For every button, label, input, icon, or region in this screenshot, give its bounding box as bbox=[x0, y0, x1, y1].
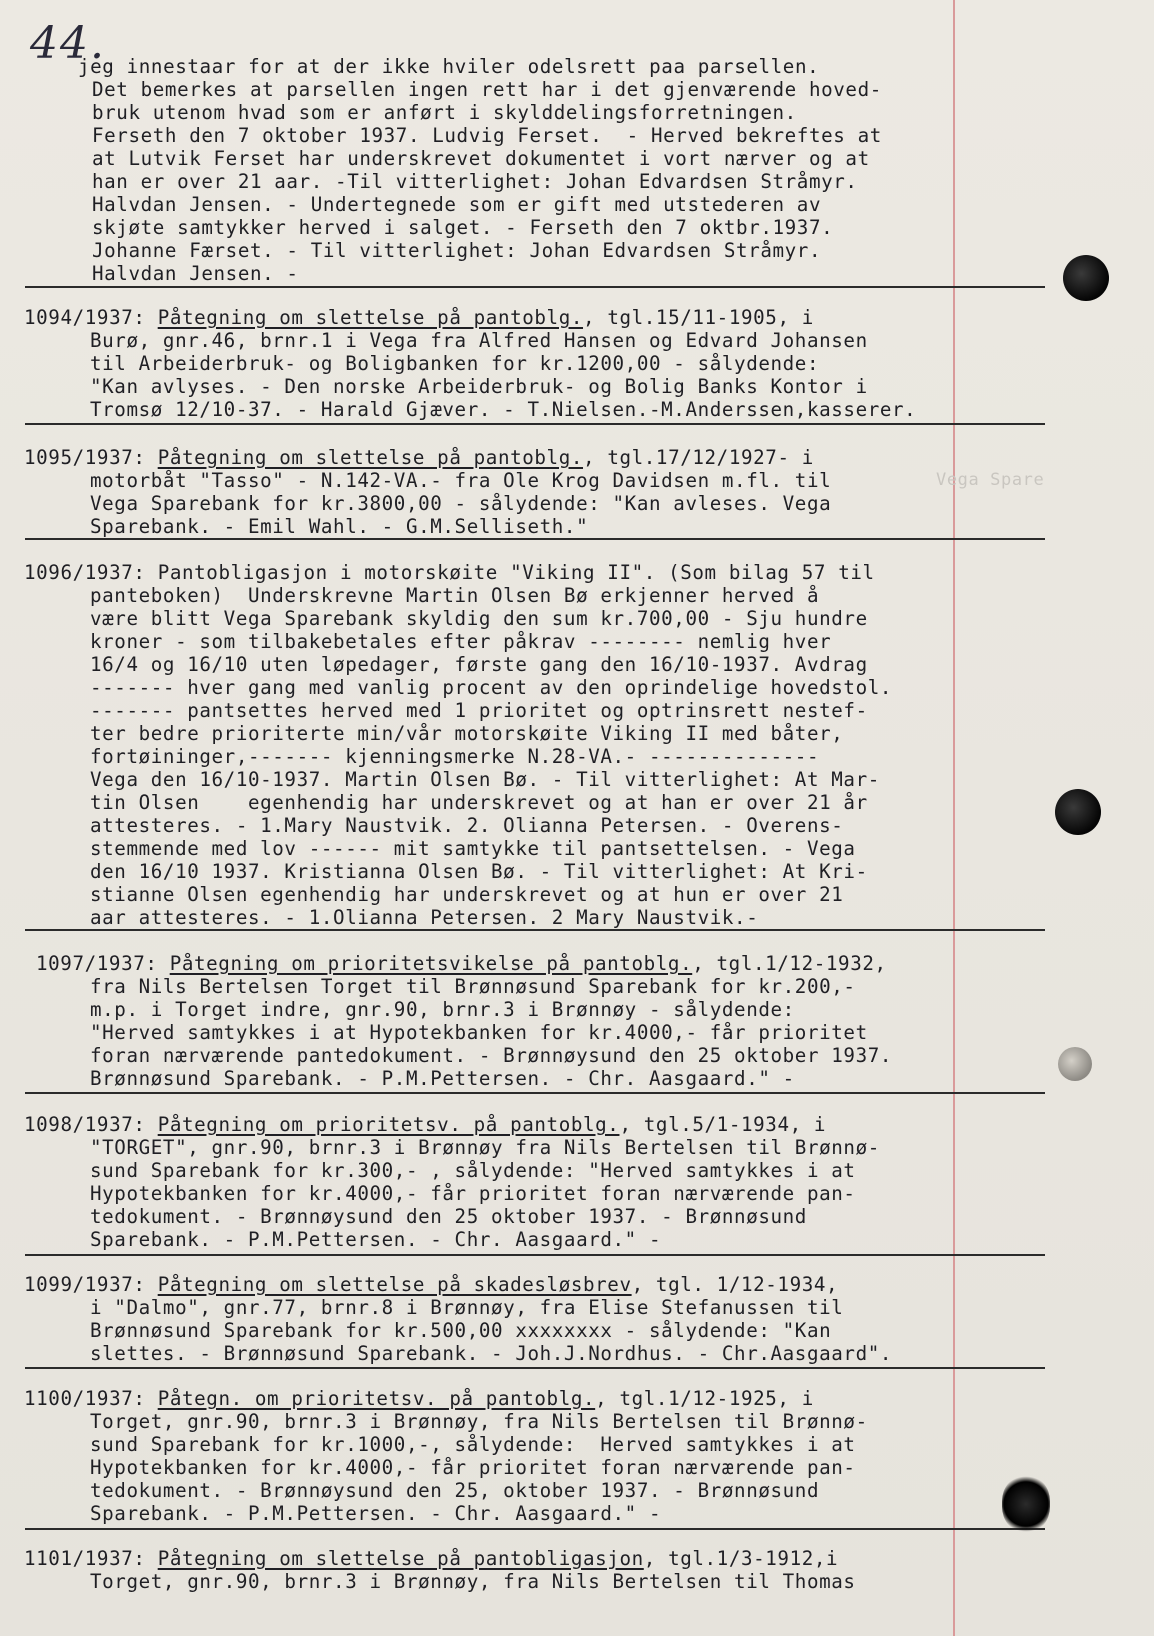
entry-1100 bbox=[24, 1387, 868, 1525]
entry-1095 bbox=[24, 446, 831, 538]
text-line: Torget, gnr.90, brnr.3 i Brønnøy, fra Nils Bertelsen til Brønnø- bbox=[90, 1410, 868, 1433]
divider-rule bbox=[25, 1367, 1045, 1369]
entry-number: 1095/1937: bbox=[24, 446, 146, 469]
text-line: "Herved samtykkes i at Hypotekbanken for kr.4000,- får prioritet bbox=[90, 1021, 868, 1044]
text-line: Halvdan Jensen. - bbox=[92, 262, 299, 285]
entry-heading-rest: , tgl.5/1-1934, i bbox=[619, 1113, 827, 1136]
entry-1099 bbox=[24, 1273, 892, 1365]
text-line: aar attesteres. - 1.Olianna Petersen. 2 Mary Naustvik.- bbox=[90, 906, 759, 929]
entry-heading-rest: , tgl.17/12/1927- i bbox=[583, 446, 814, 469]
entry-title: Påtegning om slettelse på pantoblg. bbox=[157, 306, 584, 329]
entry-heading-rest: , tgl.15/11-1905, i bbox=[583, 306, 814, 329]
divider-rule bbox=[25, 1092, 1045, 1094]
divider-rule bbox=[25, 423, 1045, 425]
text-line: ------- pantsettes herved med 1 prioritet og optrinsrett nestef- bbox=[90, 699, 868, 722]
text-line: fra Nils Bertelsen Torget til Brønnøsund Sparebank for kr.200,- bbox=[90, 975, 856, 998]
divider-rule bbox=[25, 1528, 1045, 1530]
text-line: m.p. i Torget indre, gnr.90, brnr.3 i Brønnøy - sålydende: bbox=[90, 998, 795, 1021]
text-line: Det bemerkes at parsellen ingen rett har i det gjenværende hoved- bbox=[92, 78, 882, 101]
text-line: Torget, gnr.90, brnr.3 i Brønnøy, fra Nils Bertelsen til Thomas bbox=[90, 1570, 856, 1593]
entry-title: Påtegning om prioritetsvikelse på pantoblg. bbox=[169, 952, 693, 975]
text-line: sund Sparebank for kr.1000,-, sålydende: Herved samtykkes i at bbox=[90, 1433, 856, 1456]
entry-1097 bbox=[36, 952, 892, 1090]
text-line: motorbåt "Tasso" - N.142-VA.- fra Ole Krog Davidsen m.fl. til bbox=[90, 469, 832, 492]
entry-heading-rest: Pantobligasjon i motorskøite "Viking II". (Som bilag 57 til bbox=[157, 561, 875, 584]
text-line: Ferseth den 7 oktober 1937. Ludvig Ferset. - Herved bekreftes at bbox=[92, 124, 882, 147]
text-line: være blitt Vega Sparebank skyldig den sum kr.700,00 - Sju hundre bbox=[90, 607, 868, 630]
text-line: den 16/10 1937. Kristianna Olsen Bø. - Til vitterlighet: At Kri- bbox=[90, 860, 868, 883]
entry-heading-rest: , tgl.1/12-1932, bbox=[692, 952, 887, 975]
entry-number: 1098/1937: bbox=[24, 1113, 146, 1136]
text-line: bruk utenom hvad som er anført i skylddelingsforretningen. bbox=[92, 101, 797, 124]
text-line: attesteres. - 1.Mary Naustvik. 2. Olianna Petersen. - Overens- bbox=[90, 814, 844, 837]
entry-heading-rest: , tgl.1/3-1912,i bbox=[643, 1547, 839, 1570]
text-line: "Kan avlyses. - Den norske Arbeiderbruk- og Bolig Banks Kontor i bbox=[90, 375, 868, 398]
entry-title: Påtegning om slettelse på skadesløsbrev bbox=[157, 1273, 632, 1296]
entry-number: 1097/1937: bbox=[36, 952, 158, 975]
text-line: ------- hver gang med vanlig procent av den oprindelige hovedstol. bbox=[90, 676, 893, 699]
entry-title: Påtegn. om prioritetsv. på pantoblg. bbox=[157, 1387, 596, 1410]
text-line: fortøininger,------- kjenningsmerke N.28-VA.- -------------- bbox=[90, 745, 820, 768]
text-line: panteboken) Underskrevne Martin Olsen Bø erkjenner herved å bbox=[90, 584, 820, 607]
entry-1098 bbox=[24, 1113, 880, 1251]
text-line: Brønnøsund Sparebank for kr.500,00 xxxxxxxx - sålydende: "Kan bbox=[90, 1319, 832, 1342]
text-line: skjøte samtykker herved i salget. - Ferseth den 7 oktbr.1937. bbox=[92, 216, 834, 239]
text-line: Hypotekbanken for kr.4000,- får prioritet foran nærværende pan- bbox=[90, 1182, 856, 1205]
binder-hole bbox=[1063, 255, 1109, 301]
faint-margin-note: Vega Spare bbox=[936, 470, 1045, 490]
text-line: foran nærværende pantedokument. - Brønnøysund den 25 oktober 1937. bbox=[90, 1044, 893, 1067]
text-line: Vega den 16/10-1937. Martin Olsen Bø. - Til vitterlighet: At Mar- bbox=[90, 768, 880, 791]
entry-heading-rest: , tgl.1/12-1925, i bbox=[595, 1387, 814, 1410]
paper-mark bbox=[1058, 1047, 1092, 1081]
page-number: 44. bbox=[30, 18, 106, 69]
divider-rule bbox=[25, 538, 1045, 540]
text-line: til Arbeiderbruk- og Boligbanken for kr.1200,00 - sålydende: bbox=[90, 352, 820, 375]
text-line: stemmende med lov ------ mit samtykke til pantsettelsen. - Vega bbox=[90, 837, 856, 860]
entry-number: 1099/1937: bbox=[24, 1273, 146, 1296]
text-line: Vega Sparebank for kr.3800,00 - sålydende: "Kan avleses. Vega bbox=[90, 492, 832, 515]
entry-1101 bbox=[24, 1547, 856, 1593]
text-line: Burø, gnr.46, brnr.1 i Vega fra Alfred Hansen og Edvard Johansen bbox=[90, 329, 868, 352]
divider-rule bbox=[25, 1254, 1045, 1256]
text-line: ter bedre prioriterte min/vår motorskøite Viking II med båter, bbox=[90, 722, 844, 745]
text-line: tin Olsen egenhendig har underskrevet og at han er over 21 år bbox=[90, 791, 868, 814]
entry-number: 1094/1937: bbox=[24, 306, 146, 329]
text-line: Brønnøsund Sparebank. - P.M.Pettersen. - Chr. Aasgaard." - bbox=[90, 1067, 795, 1090]
text-line: Johanne Færset. - Til vitterlighet: Johan Edvardsen Stråmyr. bbox=[92, 239, 822, 262]
text-line: slettes. - Brønnøsund Sparebank. - Joh.J.Nordhus. - Chr.Aasgaard". bbox=[90, 1342, 893, 1365]
text-line: Tromsø 12/10-37. - Harald Gjæver. - T.Nielsen.-M.Anderssen,kasserer. bbox=[90, 398, 917, 421]
red-margin-line bbox=[953, 0, 955, 1636]
text-line: sund Sparebank for kr.300,- , sålydende: "Herved samtykkes i at bbox=[90, 1159, 856, 1182]
entry-1094 bbox=[24, 306, 916, 421]
entry-number: 1101/1937: bbox=[24, 1547, 146, 1570]
entry-number: 1100/1937: bbox=[24, 1387, 146, 1410]
text-line: "TORGET", gnr.90, brnr.3 i Brønnøy fra Nils Bertelsen til Brønnø- bbox=[90, 1136, 880, 1159]
text-line: han er over 21 aar. -Til vitterlighet: Johan Edvardsen Stråmyr. bbox=[92, 170, 858, 193]
text-line: jeg innestaar for at der ikke hviler odelsrett paa parsellen. bbox=[78, 55, 820, 78]
binder-hole bbox=[1055, 789, 1101, 835]
text-line: Halvdan Jensen. - Undertegnede som er gift med utstederen av bbox=[92, 193, 822, 216]
ink-smudge bbox=[1002, 1476, 1050, 1532]
text-line: Sparebank. - P.M.Pettersen. - Chr. Aasgaard." - bbox=[90, 1502, 662, 1525]
text-line: tedokument. - Brønnøysund den 25 oktober 1937. - Brønnøsund bbox=[90, 1205, 807, 1228]
text-line: i "Dalmo", gnr.77, brnr.8 i Brønnøy, fra Elise Stefanussen til bbox=[90, 1296, 844, 1319]
text-line: 16/4 og 16/10 uten løpedager, første gang den 16/10-1937. Avdrag bbox=[90, 653, 868, 676]
entry-number: 1096/1937: bbox=[24, 561, 146, 584]
divider-rule bbox=[25, 929, 1045, 931]
text-line: kroner - som tilbakebetales efter påkrav -------- nemlig hver bbox=[90, 630, 832, 653]
text-line: Sparebank. - Emil Wahl. - G.M.Selliseth." bbox=[90, 515, 589, 538]
entry-1096 bbox=[24, 561, 892, 929]
divider-rule bbox=[25, 286, 1045, 288]
text-line: tedokument. - Brønnøysund den 25, oktober 1937. - Brønnøsund bbox=[90, 1479, 820, 1502]
text-line: Hypotekbanken for kr.4000,- får prioritet foran nærværende pan- bbox=[90, 1456, 856, 1479]
entry-title: Påtegning om prioritetsv. på pantoblg. bbox=[157, 1113, 620, 1136]
text-line: stianne Olsen egenhendig har underskrevet og at hun er over 21 bbox=[90, 883, 844, 906]
intro-text bbox=[78, 55, 882, 285]
entry-title: Påtegning om slettelse på pantoblg. bbox=[157, 446, 584, 469]
text-line: at Lutvik Ferset har underskrevet dokumentet i vort nærver og at bbox=[92, 147, 870, 170]
entry-title: Påtegning om slettelse på pantobligasjon bbox=[157, 1547, 644, 1570]
text-line: Sparebank. - P.M.Pettersen. - Chr. Aasgaard." - bbox=[90, 1228, 662, 1251]
entry-heading-rest: , tgl. 1/12-1934, bbox=[631, 1273, 839, 1296]
